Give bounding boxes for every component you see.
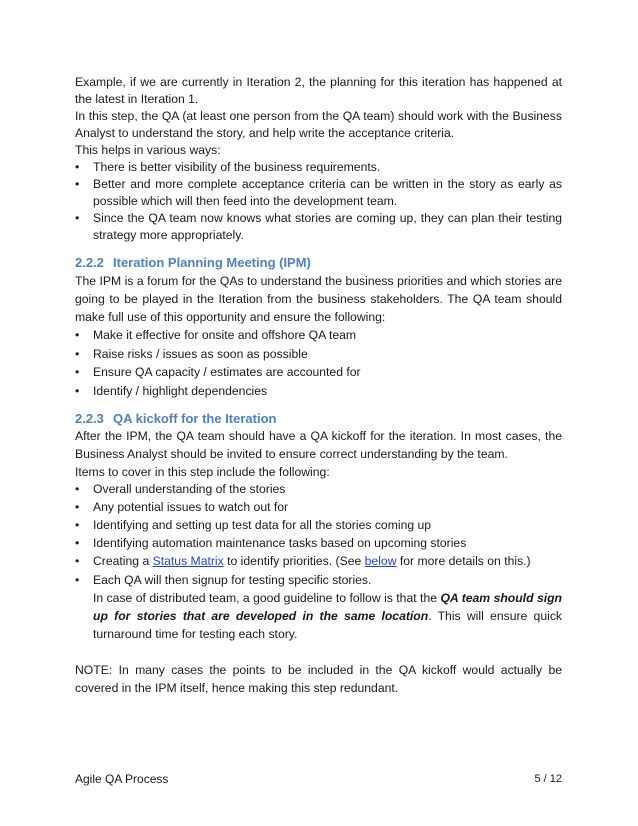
bullet-icon: • (75, 383, 80, 398)
list-item: • Raise risks / issues as soon as possible (75, 346, 308, 361)
list-item: • Each QA will then signup for testing specific stories. In case of distributed team, a good guideline to follow is that the QA team should sign up for stories that are developed in the same location. This will ensure quick turnaround time for testing each story. (75, 573, 563, 641)
list-item: • Ensure QA capacity / estimates are accounted for (75, 365, 361, 379)
ipm-bullet-list (75, 327, 562, 400)
list-item: • Any potential issues to watch out for (75, 500, 289, 514)
bullet-icon: • (75, 482, 80, 496)
list-item: • Identifying automation maintenance tasks based on upcoming stories (75, 536, 467, 550)
footer-title: Agile QA Process (75, 772, 169, 786)
document-body (75, 74, 562, 697)
note-paragraph: NOTE: In many cases the points to be included in the QA kickoff would actually be covered in the IPM itself, hence making this step redundant. (75, 663, 562, 695)
intro-paragraph-3: This helps in various ways: (75, 143, 221, 157)
section-heading-ipm (75, 254, 562, 271)
page-number: 5 / 12 (534, 773, 562, 785)
list-item: • Since the QA team now knows what stories are coming up, they can plan their testing strategy more appropriately. (75, 211, 562, 242)
emphasis-text: QA team should sign up for stories that are developed in the same location (93, 591, 562, 623)
bullet-icon: • (75, 518, 80, 532)
status-matrix-link[interactable]: Status Matrix (152, 554, 224, 568)
bullet-icon: • (75, 328, 80, 342)
section-number: 2.2.3 (75, 411, 104, 426)
bullet-icon: • (75, 536, 80, 550)
bullet-icon: • (75, 573, 80, 587)
kickoff-items-intro: Items to cover in this step include the following: (75, 465, 330, 479)
list-item: • Identify / highlight dependencies (75, 383, 268, 398)
section-heading-kickoff (75, 410, 562, 427)
bullet-icon: • (75, 211, 80, 225)
below-link[interactable]: below (364, 554, 397, 568)
section-title: Iteration Planning Meeting (IPM) (113, 255, 311, 270)
list-item: • Make it effective for onsite and offshore QA team (75, 328, 357, 342)
section-number: 2.2.2 (75, 255, 104, 270)
bullet-icon: • (75, 500, 80, 514)
bullet-icon: • (75, 554, 80, 568)
section-title: QA kickoff for the Iteration (113, 411, 277, 426)
kickoff-paragraph: After the IPM, the QA team should have a QA kickoff for the iteration. In most cases, the Business Analyst should be invited to ensure correct understanding by the team. (75, 429, 562, 461)
list-item: • Overall understanding of the stories (75, 482, 286, 496)
page-footer (75, 771, 562, 787)
ipm-paragraph: The IPM is a forum for the QAs to understand the business priorities and which stories are going to be played in the Iteration from the business stakeholders. The QA team should make full use of this opportunity and ensure the following: (75, 274, 562, 324)
bullet-icon: • (75, 365, 80, 379)
list-item: • There is better visibility of the business requirements. (75, 160, 381, 174)
kickoff-bullet-list (75, 481, 562, 643)
intro-paragraph-2: In this step, the QA (at least one person from the QA team) should work with the Business Analyst to understand the story, and help write the acceptance criteria. (75, 109, 562, 140)
list-item: • Better and more complete acceptance criteria can be written in the story as early as possible which will then feed into the development team. (75, 177, 562, 208)
bullet-icon: • (75, 177, 80, 191)
intro-bullet-list (75, 159, 562, 244)
list-item: • Identifying and setting up test data for all the stories coming up (75, 518, 432, 532)
bullet-icon: • (75, 346, 80, 361)
bullet-icon: • (75, 160, 80, 174)
list-item: • Creating a Status Matrix to identify priorities. (See below for more details on this.) (75, 554, 531, 568)
intro-paragraph-1: Example, if we are currently in Iteration 2, the planning for this iteration has happened at the latest in Iteration 1. (75, 75, 562, 106)
